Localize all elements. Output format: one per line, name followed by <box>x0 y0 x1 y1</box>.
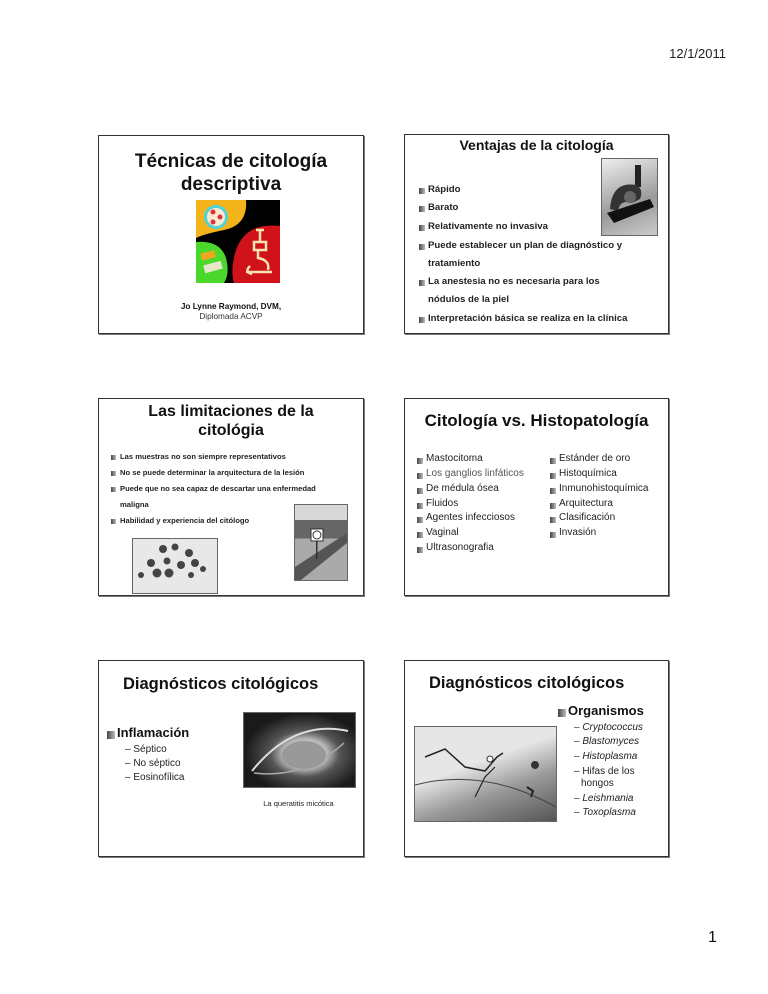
page-number: 1 <box>708 929 717 946</box>
list-item: Invasión <box>559 527 597 538</box>
list-item: Puede establecer un plan de diagnóstico y <box>428 240 623 251</box>
list-item: Histoquímica <box>559 468 617 479</box>
fungal-hyphae-photo <box>414 726 557 822</box>
list-item: Vaginal <box>426 527 459 538</box>
sub-item: – Blastomyces <box>574 736 640 747</box>
road-sign-photo <box>294 504 348 581</box>
slide-2 <box>404 134 669 334</box>
slide-3 <box>98 398 364 596</box>
sub-item: – Cryptococcus <box>574 722 643 733</box>
list-item: Los ganglios linfáticos <box>426 468 524 479</box>
bullet-icon <box>417 473 423 479</box>
slide-1 <box>98 135 364 334</box>
list-item: Relativamente no invasiva <box>428 221 548 232</box>
list-item-continued: tratamiento <box>428 258 481 269</box>
microscope-photo <box>601 158 658 236</box>
author-credential: Diplomada ACVP <box>199 312 263 321</box>
slide-6 <box>404 660 669 857</box>
list-item: Inmunohistoquímica <box>559 483 649 494</box>
slide-title: Ventajas de la citología <box>459 137 614 153</box>
cell-smear-photo <box>132 538 218 594</box>
section-heading: Inflamación <box>117 725 190 740</box>
header-date: 12/1/2011 <box>669 46 726 61</box>
bullet-icon <box>419 244 425 250</box>
bullet-icon <box>419 206 425 212</box>
bullet-icon <box>419 225 425 231</box>
list-item: De médula ósea <box>426 483 499 494</box>
bullet-icon <box>111 471 116 476</box>
list-item: Fluidos <box>426 498 459 509</box>
cytology-logo-icon <box>196 200 280 283</box>
title-line-2: descriptiva <box>180 174 282 195</box>
bullet-icon <box>417 547 423 553</box>
bullet-icon <box>111 487 116 492</box>
sub-item: – Toxoplasma <box>574 807 636 818</box>
list-item: Clasificación <box>559 512 616 523</box>
bullet-icon <box>111 455 116 460</box>
bullet-icon <box>558 709 566 717</box>
list-item: Rápido <box>428 184 461 195</box>
list-item: Puede que no sea capaz de descartar una enfermedad <box>120 484 316 493</box>
bullet-icon <box>417 503 423 509</box>
sub-item: – Hifas de los <box>574 766 635 777</box>
bullet-icon <box>417 458 423 464</box>
list-item: Interpretación básica se realiza en la clínica <box>428 313 628 324</box>
bullet-icon <box>550 517 556 523</box>
bullet-icon <box>550 458 556 464</box>
list-item: Las muestras no son siempre representativos <box>120 452 286 461</box>
bullet-icon <box>419 317 425 323</box>
list-item: Estánder de oro <box>559 453 631 464</box>
slide-4 <box>404 398 669 596</box>
sub-item: – No séptico <box>125 758 181 769</box>
sub-item: – Leishmania <box>574 793 634 804</box>
list-item-continued: nódulos de la piel <box>428 294 510 305</box>
author-name: Jo Lynne Raymond, DVM, <box>180 302 282 311</box>
list-item: Arquitectura <box>559 498 613 509</box>
image-caption: La queratitis micótica <box>263 799 334 808</box>
slide-title <box>99 150 363 196</box>
bullet-icon <box>550 532 556 538</box>
sub-item-continued: hongos <box>581 778 614 789</box>
list-item: Habilidad y experiencia del citólogo <box>120 516 250 525</box>
list-item: La anestesia no es necesaria para los <box>428 276 600 287</box>
sub-item: – Histoplasma <box>574 751 638 762</box>
bullet-icon <box>550 488 556 494</box>
list-item: Barato <box>428 202 459 213</box>
bullet-icon <box>417 532 423 538</box>
slide-title: Citología vs. Histopatología <box>424 411 649 430</box>
title-line-1: Técnicas de citología <box>134 151 328 172</box>
title-line-2: citológia <box>198 422 264 439</box>
slide-5 <box>98 660 364 857</box>
sub-item: – Eosinofílica <box>125 772 185 783</box>
list-item: No se puede determinar la arquitectura de la lesión <box>120 468 305 477</box>
bullet-icon <box>550 503 556 509</box>
bullet-icon <box>419 280 425 286</box>
slide-title: Diagnósticos citológicos <box>429 674 625 692</box>
bullet-icon <box>419 188 425 194</box>
slide-title <box>99 402 363 440</box>
section-heading: Organismos <box>568 703 644 718</box>
bullet-icon <box>107 731 115 739</box>
sub-item: – Séptico <box>125 744 167 755</box>
bullet-icon <box>417 488 423 494</box>
list-item: Agentes infecciosos <box>426 512 515 523</box>
slide-title: Diagnósticos citológicos <box>123 675 319 693</box>
list-item: Mastocitoma <box>426 453 483 464</box>
bullet-icon <box>417 517 423 523</box>
title-line-1: Las limitaciones de la <box>148 403 314 420</box>
bullet-icon <box>550 473 556 479</box>
bullet-icon <box>111 519 116 524</box>
eye-keratitis-photo <box>243 712 356 788</box>
list-item-continued: maligna <box>120 500 149 509</box>
list-item: Ultrasonografia <box>426 542 494 553</box>
